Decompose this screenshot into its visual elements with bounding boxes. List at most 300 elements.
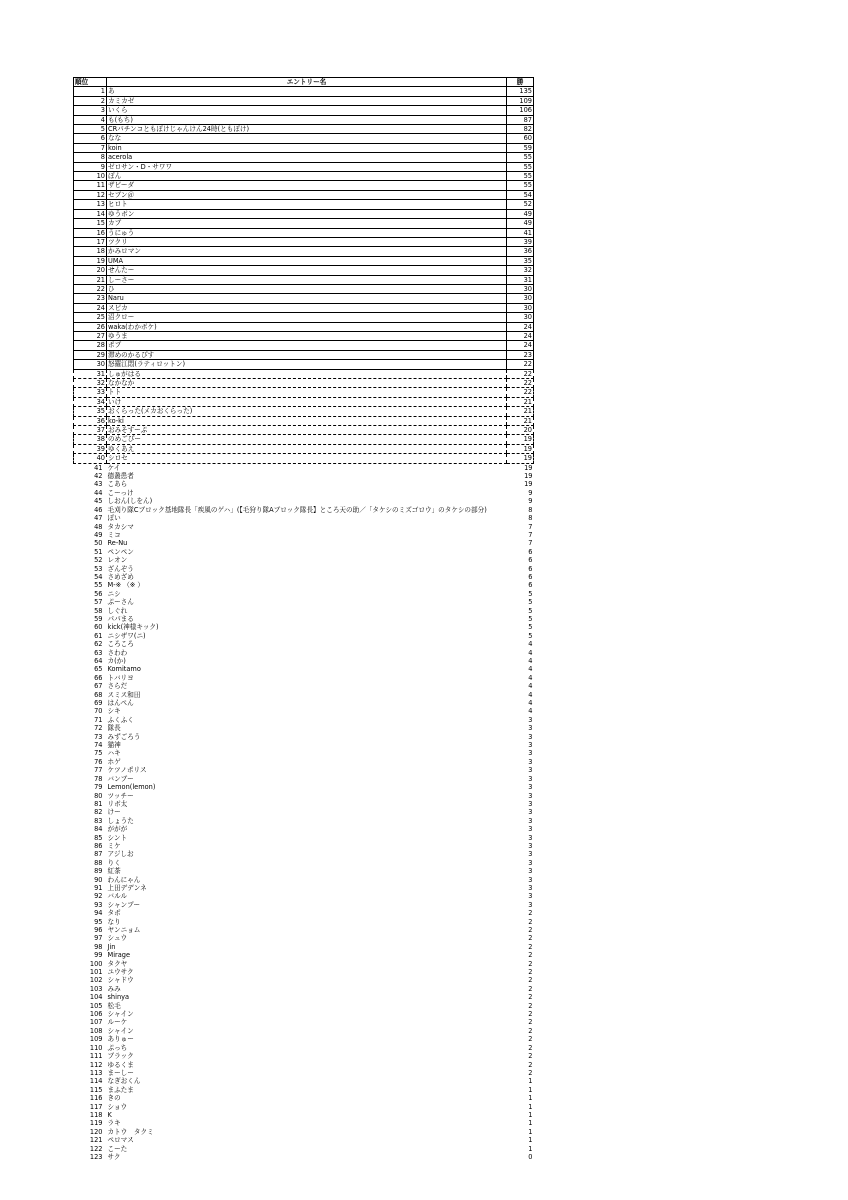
rank-cell: 94 — [94, 909, 103, 918]
rank-cell: 97 — [94, 934, 103, 943]
wins-cell: 19 — [524, 472, 533, 481]
wins-cell: 8 — [528, 514, 533, 523]
entry-name-cell: いくら — [107, 106, 507, 115]
wins-cell: 6 — [528, 556, 533, 565]
table-row — [74, 1027, 534, 1035]
ranking-table — [73, 77, 534, 1161]
rank-cell: 6 — [74, 134, 107, 143]
rank-cell: 21 — [74, 275, 107, 284]
entry-name-cell: ザビーダ — [107, 181, 507, 190]
entry-name-cell: ポプ — [107, 341, 507, 350]
entry-name-cell: Naru — [107, 294, 507, 303]
table-row — [74, 379, 534, 388]
table-row — [74, 565, 534, 573]
entry-name-cell: シロセ — [107, 454, 507, 463]
entry-name-cell: M-※ （※ ） — [107, 581, 144, 590]
entry-name-cell: ふくふく — [107, 715, 134, 724]
wins-cell: 4 — [528, 707, 533, 716]
table-row — [74, 1018, 534, 1026]
rank-cell: 42 — [94, 472, 103, 481]
rank-cell: 54 — [94, 572, 103, 581]
wins-cell: 30 — [507, 294, 534, 303]
entry-name-cell: シャドウ — [107, 976, 134, 985]
rank-cell: 107 — [89, 1018, 103, 1027]
entry-name-cell: しーさー — [107, 275, 507, 284]
table-row — [74, 1061, 534, 1069]
wins-cell: 60 — [507, 134, 534, 143]
entry-name-cell: 松毛 — [107, 1001, 121, 1010]
table-row — [74, 426, 534, 435]
entry-name-cell: CRパチンコともぽけじゃんけん24時(ともぽけ) — [107, 125, 507, 134]
entry-name-cell: ゼロサン・D・サワワ — [107, 162, 507, 171]
table-row — [74, 162, 534, 171]
entry-name-cell: リボ太 — [107, 799, 128, 808]
table-row — [74, 766, 534, 774]
entry-name-cell: スピカ — [107, 303, 507, 312]
rank-header: 順位 — [74, 78, 107, 87]
table-row — [74, 1044, 534, 1052]
rank-cell: 44 — [94, 488, 103, 497]
rank-cell: 95 — [94, 917, 103, 926]
table-row — [74, 1077, 534, 1085]
table-row — [74, 397, 534, 406]
table-row — [74, 190, 534, 199]
entry-name-cell: acerola — [107, 153, 507, 162]
table-row — [74, 934, 534, 942]
table-row — [74, 892, 534, 900]
table-row — [74, 792, 534, 800]
wins-cell: 55 — [507, 153, 534, 162]
entry-name-cell: カトウ タクミ — [107, 1127, 154, 1136]
table-row — [74, 573, 534, 581]
table-row — [74, 388, 534, 397]
wins-cell: 1 — [528, 1077, 533, 1086]
rank-cell: 111 — [89, 1052, 103, 1061]
table-row — [74, 454, 534, 463]
table-row — [74, 1136, 534, 1144]
entry-name-cell: スミス和田 — [107, 690, 141, 699]
table-row — [74, 800, 534, 808]
rank-cell: 83 — [94, 816, 103, 825]
entry-name-cell: ツッチー — [107, 791, 134, 800]
entry-name-cell: ぷっち — [107, 1043, 128, 1052]
entry-name-cell: シキ — [107, 707, 121, 716]
wins-cell: 9 — [528, 488, 533, 497]
table-row — [74, 581, 534, 589]
wins-cell: 2 — [528, 1043, 533, 1052]
entry-name-cell: ころころ — [107, 640, 134, 649]
entry-name-cell: タクヤ — [107, 959, 128, 968]
wins-cell: 9 — [528, 497, 533, 506]
wins-cell: 1 — [528, 1119, 533, 1128]
table-row — [74, 200, 534, 209]
wins-cell: 35 — [507, 256, 534, 265]
rank-cell: 75 — [94, 749, 103, 758]
rank-cell: 102 — [89, 976, 103, 985]
table-row — [74, 548, 534, 556]
table-row — [74, 808, 534, 816]
wins-cell: 82 — [507, 125, 534, 134]
wins-cell: 2 — [528, 934, 533, 943]
wins-cell: 2 — [528, 1035, 533, 1044]
entry-name-cell: バルル — [107, 892, 128, 901]
wins-cell: 2 — [528, 984, 533, 993]
rank-cell: 18 — [74, 247, 107, 256]
rank-cell: 74 — [94, 741, 103, 750]
entry-name-cell: こあら — [107, 480, 128, 489]
wins-cell: 21 — [507, 407, 534, 416]
entry-name-cell: さわわ — [107, 648, 128, 657]
rank-cell: 16 — [74, 228, 107, 237]
table-row — [74, 106, 534, 115]
wins-cell: 36 — [507, 247, 534, 256]
table-row — [74, 444, 534, 453]
wins-cell: 6 — [528, 547, 533, 556]
rank-cell: 13 — [74, 200, 107, 209]
rank-cell: 105 — [89, 1001, 103, 1010]
wins-cell: 55 — [507, 181, 534, 190]
wins-cell: 19 — [524, 463, 533, 472]
table-row — [74, 237, 534, 246]
table-row — [74, 247, 534, 256]
wins-cell: 1 — [528, 1110, 533, 1119]
wins-cell: 2 — [528, 942, 533, 951]
wins-cell: 3 — [528, 749, 533, 758]
table-row — [74, 1094, 534, 1102]
entry-name-cell: 隊長 — [107, 724, 121, 733]
wins-cell: 49 — [507, 209, 534, 218]
table-row — [74, 143, 534, 152]
wins-cell: 2 — [528, 951, 533, 960]
entry-name-cell: せんたー — [107, 266, 507, 275]
entry-name-cell: 猫神 — [107, 741, 121, 750]
table-row — [74, 539, 534, 547]
rank-cell: 20 — [74, 266, 107, 275]
wins-cell: 4 — [528, 648, 533, 657]
rank-cell: 72 — [94, 724, 103, 733]
wins-cell: 6 — [528, 572, 533, 581]
entry-name-cell: Komitamo — [107, 665, 141, 674]
wins-cell: 24 — [507, 341, 534, 350]
entry-name-cell: カブ — [107, 219, 507, 228]
entry-name-cell: ペンペン — [107, 547, 134, 556]
wins-cell: 3 — [528, 766, 533, 775]
rank-cell: 88 — [94, 858, 103, 867]
table-row — [74, 115, 534, 124]
table-row — [74, 682, 534, 690]
rank-cell: 81 — [94, 799, 103, 808]
table-row — [74, 867, 534, 875]
wins-cell: 7 — [528, 522, 533, 531]
rank-cell: 99 — [94, 951, 103, 960]
entry-name-cell: 怒羅江悶(ラティロットン) — [107, 360, 507, 369]
entry-name-cell: ツクリ — [107, 237, 507, 246]
wins-cell: 2 — [528, 1026, 533, 1035]
wins-cell: 3 — [528, 867, 533, 876]
entry-name-cell: カミカゼ — [107, 96, 507, 105]
table-row — [74, 825, 534, 833]
table-row — [74, 172, 534, 181]
entry-name-cell: ニシ — [107, 589, 121, 598]
wins-cell: 3 — [528, 850, 533, 859]
table-row — [74, 590, 534, 598]
rank-cell: 114 — [89, 1077, 103, 1086]
wins-cell: 87 — [507, 115, 534, 124]
entry-name-cell: ありゅー — [107, 1035, 134, 1044]
rank-cell: 73 — [94, 732, 103, 741]
wins-cell: 2 — [528, 1068, 533, 1077]
wins-cell: 19 — [507, 444, 534, 453]
rank-cell: 5 — [74, 125, 107, 134]
entry-name-cell: ニシザワ(ニ) — [107, 631, 146, 640]
wins-cell: 2 — [528, 1001, 533, 1010]
entry-name-cell: 毛刈り隊Cブロック基地隊長「疾風のゲハ」(【毛狩り隊Aブロック隊長】ところ天の助／「タケシのミズゴロウ」のタケシの部分) — [107, 505, 487, 514]
entry-name-cell: ざんぞう — [107, 564, 134, 573]
entry-name-cell: ミケ — [107, 841, 121, 850]
rank-cell: 28 — [74, 341, 107, 350]
rank-cell: 61 — [94, 631, 103, 640]
rank-cell: 3 — [74, 106, 107, 115]
rank-cell: 36 — [74, 416, 107, 425]
wins-cell: 52 — [507, 200, 534, 209]
rank-cell: 120 — [89, 1127, 103, 1136]
entry-name-cell: ショウ — [107, 1102, 128, 1111]
wins-cell: 1 — [528, 1136, 533, 1145]
rank-cell: 39 — [74, 444, 107, 453]
table-row — [74, 1111, 534, 1119]
wins-cell: 32 — [507, 266, 534, 275]
entry-name-cell: 上田デデンネ — [107, 883, 147, 892]
wins-cell: 55 — [507, 172, 534, 181]
rank-cell: 119 — [89, 1119, 103, 1128]
table-row — [74, 153, 534, 162]
table-row — [74, 209, 534, 218]
wins-cell: 4 — [528, 673, 533, 682]
entry-name-cell: さらだ — [107, 682, 128, 691]
table-row — [74, 350, 534, 359]
entry-name-cell: のめごぴー — [107, 435, 507, 444]
wins-cell: 3 — [528, 833, 533, 842]
entry-name-cell: ヤンニョム — [107, 926, 141, 934]
table-row — [74, 228, 534, 237]
table-row — [74, 691, 534, 699]
wins-cell: 1 — [528, 1094, 533, 1103]
entry-name-cell: しゅがはる — [107, 369, 507, 378]
entry-name-cell: サク — [107, 1152, 121, 1161]
wins-cell: 30 — [507, 303, 534, 312]
wins-cell: 30 — [507, 284, 534, 293]
wins-cell: 4 — [528, 699, 533, 708]
rank-cell: 122 — [89, 1144, 103, 1153]
table-row — [74, 926, 534, 934]
wins-cell: 4 — [528, 665, 533, 674]
wins-cell: 2 — [528, 917, 533, 926]
table-row — [74, 741, 534, 749]
rank-cell: 38 — [74, 435, 107, 444]
rank-cell: 80 — [94, 791, 103, 800]
rank-cell: 64 — [94, 657, 103, 665]
entry-name-cell: わんにゃん — [107, 875, 141, 884]
rank-cell: 35 — [74, 407, 107, 416]
table-row — [74, 909, 534, 917]
table-row — [74, 360, 534, 369]
rank-cell: 103 — [89, 984, 103, 993]
wins-cell: 31 — [507, 275, 534, 284]
rank-cell: 29 — [74, 350, 107, 359]
rank-cell: 37 — [74, 426, 107, 435]
entry-name-cell: Jin — [107, 942, 116, 951]
wins-cell: 24 — [507, 331, 534, 340]
rank-cell: 23 — [74, 294, 107, 303]
table-row — [74, 918, 534, 926]
entry-name-cell: おみそすーぷ — [107, 426, 507, 435]
rank-cell: 50 — [94, 539, 103, 548]
table-row — [74, 876, 534, 884]
table-row — [74, 134, 534, 143]
rank-cell: 112 — [89, 1060, 103, 1069]
rank-cell: 46 — [94, 505, 103, 514]
table-row — [74, 407, 534, 416]
rank-cell: 22 — [74, 284, 107, 293]
rank-cell: 62 — [94, 640, 103, 649]
wins-cell: 3 — [528, 883, 533, 892]
table-row — [74, 266, 534, 275]
wins-cell: 6 — [528, 564, 533, 573]
entry-name-cell: アジしお — [107, 850, 134, 859]
wins-cell: 3 — [528, 892, 533, 901]
rank-cell: 71 — [94, 715, 103, 724]
entry-name-cell: ミコ — [107, 530, 121, 539]
entry-name-cell: ユウサク — [107, 968, 134, 977]
entry-name-cell: UMA — [107, 256, 507, 265]
table-row — [74, 968, 534, 976]
rank-cell: 41 — [94, 463, 103, 472]
table-row — [74, 1119, 534, 1127]
table-row — [74, 859, 534, 867]
wins-cell: 4 — [528, 682, 533, 691]
entry-name-cell: タポ — [107, 909, 121, 918]
table-row — [74, 1145, 534, 1153]
entry-name-cell: waka(わかボケ) — [107, 322, 507, 331]
entry-name-cell: しぐれ — [107, 606, 128, 615]
rank-cell: 2 — [74, 96, 107, 105]
table-row — [74, 615, 534, 623]
wins-cell: 2 — [528, 909, 533, 918]
rank-cell: 43 — [94, 480, 103, 489]
wins-cell: 3 — [528, 900, 533, 909]
wins-cell: 4 — [528, 657, 533, 665]
wins-cell: 2 — [528, 959, 533, 968]
rank-cell: 47 — [94, 514, 103, 523]
table-row — [74, 435, 534, 444]
table-row — [74, 1010, 534, 1018]
wins-cell: 24 — [507, 322, 534, 331]
entry-name-cell: ペロマス — [107, 1136, 134, 1145]
entry-name-cell: なかなか — [107, 379, 507, 388]
rank-cell: 77 — [94, 766, 103, 775]
wins-cell: 1 — [528, 1102, 533, 1111]
table-row — [74, 1128, 534, 1136]
entry-name-cell: Lemon(lemon) — [107, 783, 156, 792]
wins-cell: 5 — [528, 631, 533, 640]
table-row — [74, 665, 534, 673]
entry-name-cell: シャンプー — [107, 900, 141, 909]
wins-cell: 3 — [528, 816, 533, 825]
rank-cell: 14 — [74, 209, 107, 218]
table-row — [74, 303, 534, 312]
entry-name-cell: なり — [107, 917, 121, 926]
table-row — [74, 1069, 534, 1077]
rank-cell: 60 — [94, 623, 103, 632]
entry-name-cell: ゆうボン — [107, 209, 507, 218]
rank-cell: 91 — [94, 883, 103, 892]
rank-cell: 31 — [74, 369, 107, 378]
table-row — [74, 1002, 534, 1010]
entry-name-cell: バンブー — [107, 774, 134, 783]
rank-cell: 118 — [89, 1110, 103, 1119]
table-row — [74, 416, 534, 425]
entry-name-cell: パパまる — [107, 614, 134, 623]
rank-cell: 85 — [94, 833, 103, 842]
entry-name-cell: ヒロト — [107, 200, 507, 209]
wins-cell: 3 — [528, 799, 533, 808]
rank-cell: 33 — [74, 388, 107, 397]
wins-cell: 22 — [507, 379, 534, 388]
rank-cell: 19 — [74, 256, 107, 265]
entry-name-cell: ホゲ — [107, 757, 121, 766]
rank-cell: 109 — [89, 1035, 103, 1044]
entry-name-cell: 沼クロー — [107, 313, 507, 322]
entry-name-cell: ぷーさん — [107, 598, 134, 607]
wins-cell: 1 — [528, 1144, 533, 1153]
rank-cell: 67 — [94, 682, 103, 691]
table-row — [74, 1052, 534, 1060]
table-row — [74, 322, 534, 331]
wins-cell: 3 — [528, 791, 533, 800]
entry-name-cell: ブラック — [107, 1052, 134, 1061]
table-row — [74, 674, 534, 682]
rank-cell: 45 — [94, 497, 103, 506]
table-row — [74, 842, 534, 850]
wins-cell: 2 — [528, 1010, 533, 1019]
entry-name-cell: タカシマ — [107, 522, 134, 531]
entry-name-cell: Re-Nu — [107, 539, 128, 548]
wins-cell: 5 — [528, 606, 533, 615]
table-row — [74, 632, 534, 640]
rank-cell: 57 — [94, 598, 103, 607]
rank-cell: 108 — [89, 1026, 103, 1035]
entry-name-cell: トト — [107, 388, 507, 397]
entry-name-cell: ハキ — [107, 749, 121, 758]
rank-cell: 106 — [89, 1010, 103, 1019]
wins-cell: 3 — [528, 858, 533, 867]
wins-cell: 20 — [507, 426, 534, 435]
entry-name-cell: みみ — [107, 984, 121, 993]
rank-cell: 84 — [94, 825, 103, 834]
rank-cell: 90 — [94, 875, 103, 884]
table-body — [74, 87, 534, 1161]
table-row — [74, 716, 534, 724]
entry-name-cell: ぽん — [107, 172, 507, 181]
entry-name-cell: おくらった(メカおくらった) — [107, 407, 507, 416]
table-row — [74, 1103, 534, 1111]
table-row — [74, 331, 534, 340]
wins-cell: 2 — [528, 993, 533, 1002]
rank-cell: 93 — [94, 900, 103, 909]
table-row — [74, 256, 534, 265]
rank-cell: 70 — [94, 707, 103, 716]
table-row — [74, 707, 534, 715]
